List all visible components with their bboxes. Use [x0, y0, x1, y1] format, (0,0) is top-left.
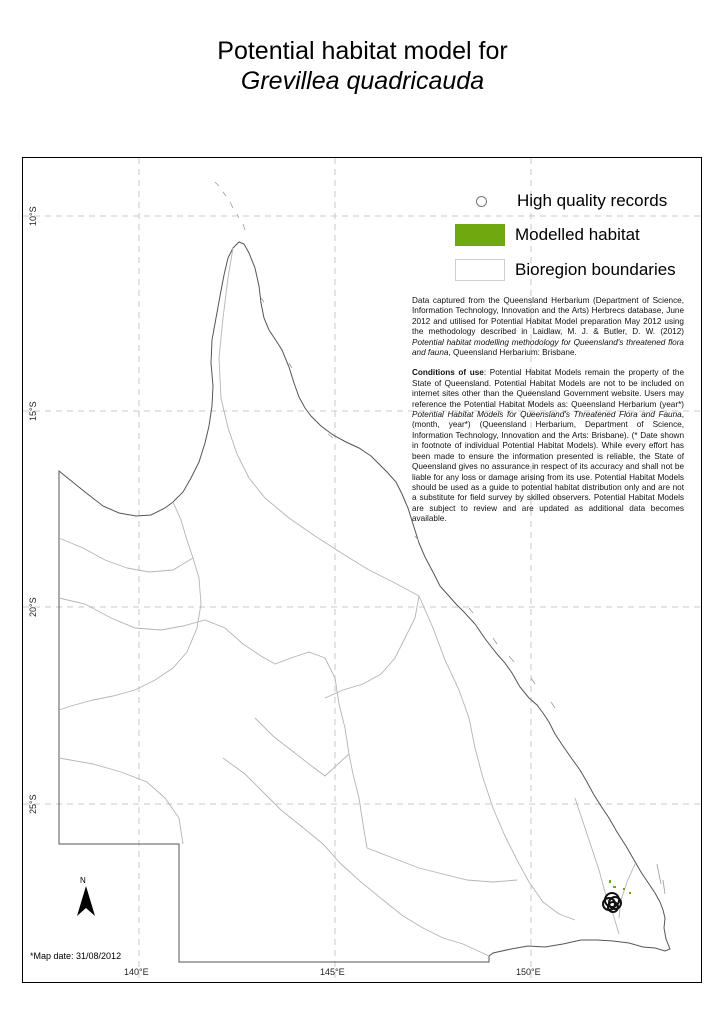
legend-modelled-label: Modelled habitat [515, 225, 640, 244]
title-block [0, 36, 725, 96]
conditions-paragraph: Conditions of use: Potential Habitat Models remain the property of the State of Queensland. Potential Habitat Models are not to be included on internet sites other than the Queensland Government website. Users may reference the Potential Habitat Models as: Queensland Herbarium (year*) Potential Habitat Models for Queensland's Threatened Flora and Fauna, (month, year*) (Queensland Herbarium, Department of Science, Information Technology, Innovation and the Arts: Brisbane). (* Date shown in footnote of individual Potential Habitat Models). While every effort has been made to ensure the information presented is reliable, the State of Queensland gives no assurance in respect of its accuracy and shall not be liable for any loss or damage arising from its use. Potential Habitat Models should be used as a guide to potential habitat distribution only and are not a substitute for field survey by skilled observers. Potential Habitat Models are subject to review and are updated as additional data becomes available. [412, 368, 684, 524]
lon-label-140: 140°E [124, 967, 149, 977]
lat-label-10: 10°S [28, 206, 38, 226]
habitat-swatch-icon [455, 224, 505, 246]
record-circle-icon [476, 196, 487, 207]
legend-bioregion [455, 257, 676, 283]
species-name: Grevillea quadricauda [240, 67, 485, 95]
lon-label-150: 150°E [516, 967, 541, 977]
legend-records [455, 188, 667, 214]
info-text [412, 296, 684, 535]
offshore-islands [215, 182, 668, 894]
record-markers [603, 893, 621, 912]
lat-label-25: 25°S [28, 794, 38, 814]
lon-label-145: 145°E [320, 967, 345, 977]
north-arrow-icon [72, 874, 100, 920]
map-date: *Map date: 31/08/2012 [30, 951, 122, 961]
bioregion-swatch-icon [455, 259, 505, 281]
map-title: Potential habitat model for [217, 37, 508, 65]
lat-label-20: 20°S [28, 597, 38, 617]
legend-bioregion-label: Bioregion boundaries [515, 260, 676, 279]
lat-label-15: 15°S [28, 401, 38, 421]
north-label: N [80, 876, 86, 885]
legend-modelled [455, 222, 640, 248]
legend-records-label: High quality records [517, 191, 668, 210]
data-source-paragraph: Data captured from the Queensland Herbarium (Department of Science, Information Technology, Innovation and the Arts) Herbrecs database, June 2012 and utilised for Potential Habitat Model preparation May 2012 using the methodology described in Laidlaw, M. J. & Butler, D. W. (2012) Potential habitat modelling methodology for Queensland's threatened flora and fauna, Queensland Herbarium: Brisbane. [412, 296, 684, 358]
